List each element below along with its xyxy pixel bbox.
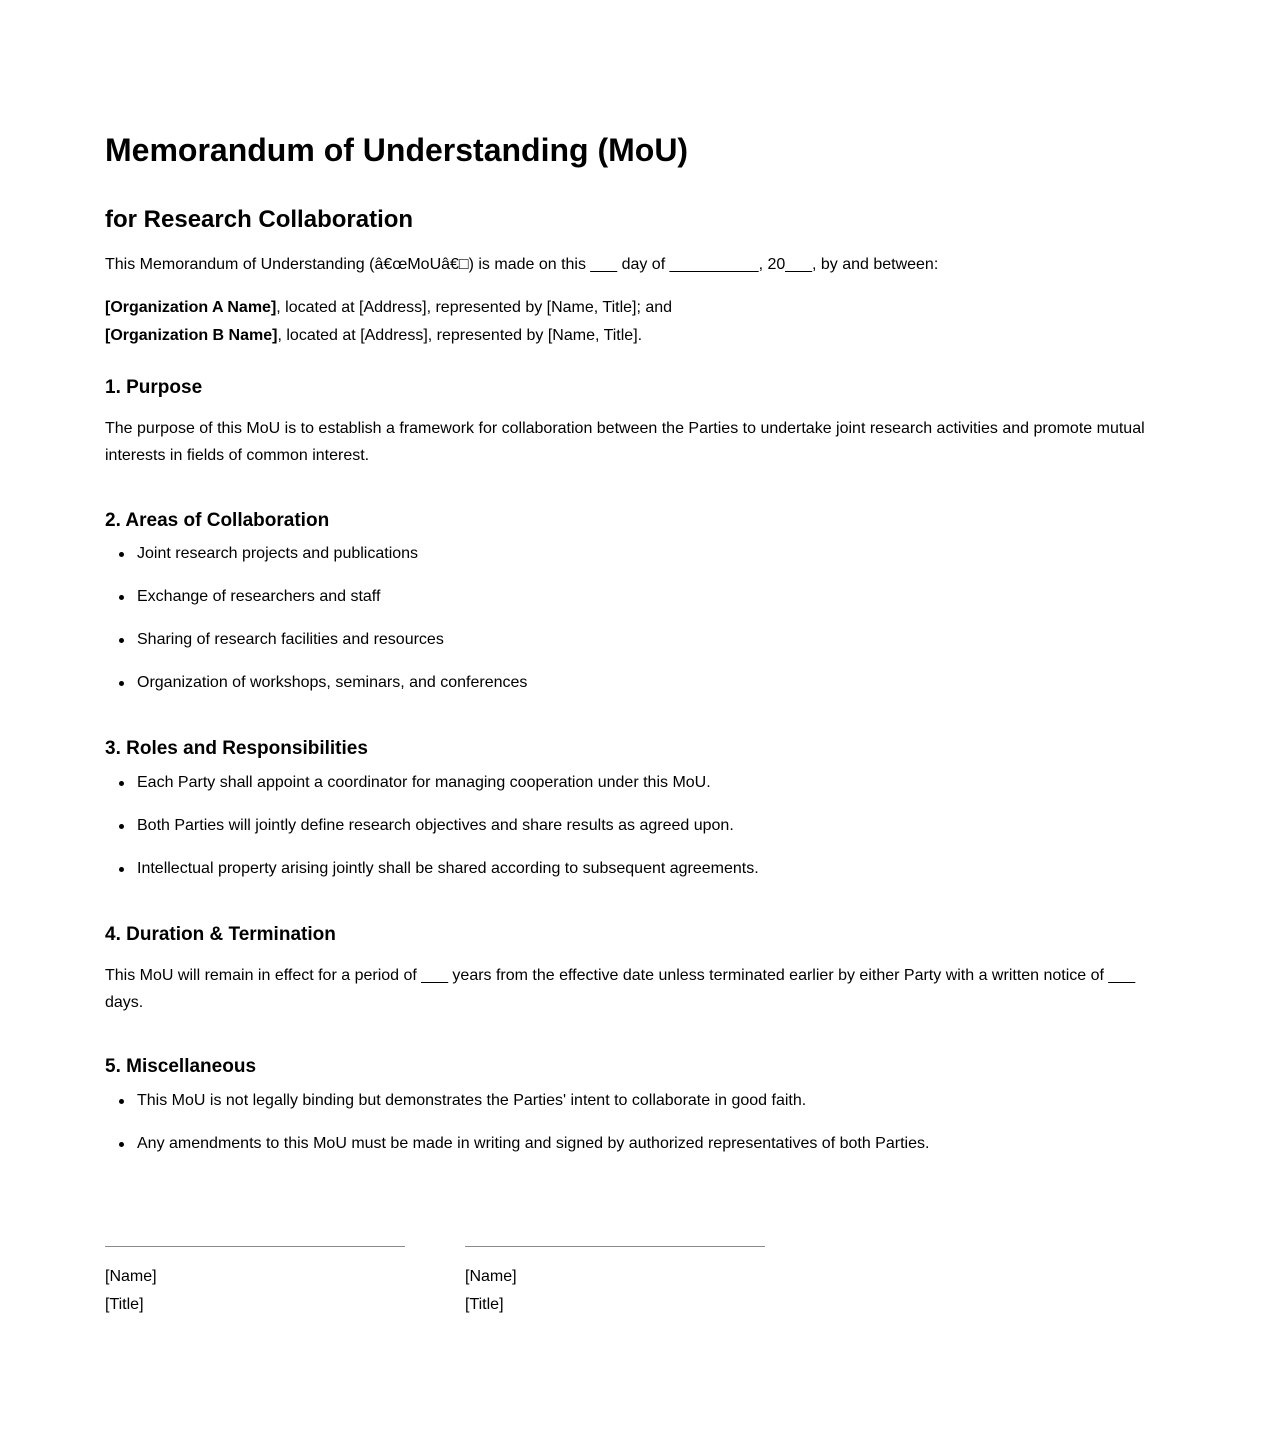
bullet-icon [119, 595, 124, 600]
list-item-text: Organization of workshops, seminars, and conferences [137, 674, 528, 691]
bullet-icon [119, 1142, 124, 1147]
party-b-name: [Organization B Name] [105, 327, 278, 344]
signature-title: [Title] [105, 1296, 144, 1313]
signature-block-a [105, 1246, 405, 1315]
bullet-icon [119, 781, 124, 786]
bullet-icon [119, 1099, 124, 1104]
section-heading-roles: 3. Roles and Responsibilities [105, 738, 368, 759]
intro-paragraph: This Memorandum of Understanding (â€œMoUâ€□) is made on this ___ day of __________, 20___, by and between: [105, 256, 939, 273]
signature-block-b [465, 1246, 765, 1315]
list-item-text: This MoU is not legally binding but demonstrates the Parties' intent to collaborate in good faith. [137, 1092, 807, 1109]
document-page [105, 0, 1160, 1313]
party-a-details: , located at [Address], represented by [Name, Title]; and [276, 299, 673, 316]
party-b-details: , located at [Address], represented by [Name, Title]. [277, 327, 643, 344]
document-title: Memorandum of Understanding (MoU) [105, 132, 689, 168]
section-heading-duration: 4. Duration & Termination [105, 924, 336, 945]
signature-name: [Name] [465, 1268, 517, 1285]
bullet-icon [119, 681, 124, 686]
list-item [137, 816, 759, 859]
bullet-icon [119, 867, 124, 872]
list-item-text: Each Party shall appoint a coordinator for managing cooperation under this MoU. [137, 774, 711, 791]
list-item-text: Any amendments to this MoU must be made in writing and signed by authorized representatives of both Parties. [137, 1135, 930, 1152]
list-item-text: Exchange of researchers and staff [137, 588, 381, 605]
list-item [137, 859, 759, 902]
party-b [105, 327, 642, 344]
areas-list [105, 544, 527, 716]
signature-title: [Title] [465, 1296, 504, 1313]
bullet-icon [119, 638, 124, 643]
list-item [137, 773, 759, 816]
bullet-icon [119, 552, 124, 557]
parties-block [105, 294, 672, 350]
list-item [137, 1134, 929, 1177]
party-a-name: [Organization A Name] [105, 299, 277, 316]
miscellaneous-list [105, 1091, 929, 1177]
list-item-text: Intellectual property arising jointly shall be shared according to subsequent agreements. [137, 860, 759, 877]
section-heading-areas: 2. Areas of Collaboration [105, 510, 330, 531]
list-item [137, 673, 527, 716]
signature-line [465, 1246, 765, 1247]
section-heading-miscellaneous: 5. Miscellaneous [105, 1056, 257, 1077]
party-a [105, 299, 672, 316]
list-item [137, 630, 527, 673]
bullet-icon [119, 824, 124, 829]
list-item-text: Both Parties will jointly define research objectives and share results as agreed upon. [137, 817, 734, 834]
document-subtitle: for Research Collaboration [105, 206, 414, 233]
signature-line [105, 1246, 405, 1247]
section-text-duration: This MoU will remain in effect for a period of ___ years from the effective date unless terminated earlier by either Party with a written notice of ___ days. [105, 967, 1136, 1011]
signature-name: [Name] [105, 1268, 157, 1285]
section-heading-purpose: 1. Purpose [105, 377, 203, 398]
section-text-purpose: The purpose of this MoU is to establish a framework for collaboration between the Parties to undertake joint research activities and promote mutual interests in fields of common interest. [105, 420, 1145, 464]
list-item [137, 587, 527, 630]
list-item-text: Joint research projects and publications [137, 545, 419, 562]
list-item [137, 1091, 929, 1134]
roles-list [105, 773, 759, 902]
list-item [137, 544, 527, 587]
list-item-text: Sharing of research facilities and resources [137, 631, 444, 648]
